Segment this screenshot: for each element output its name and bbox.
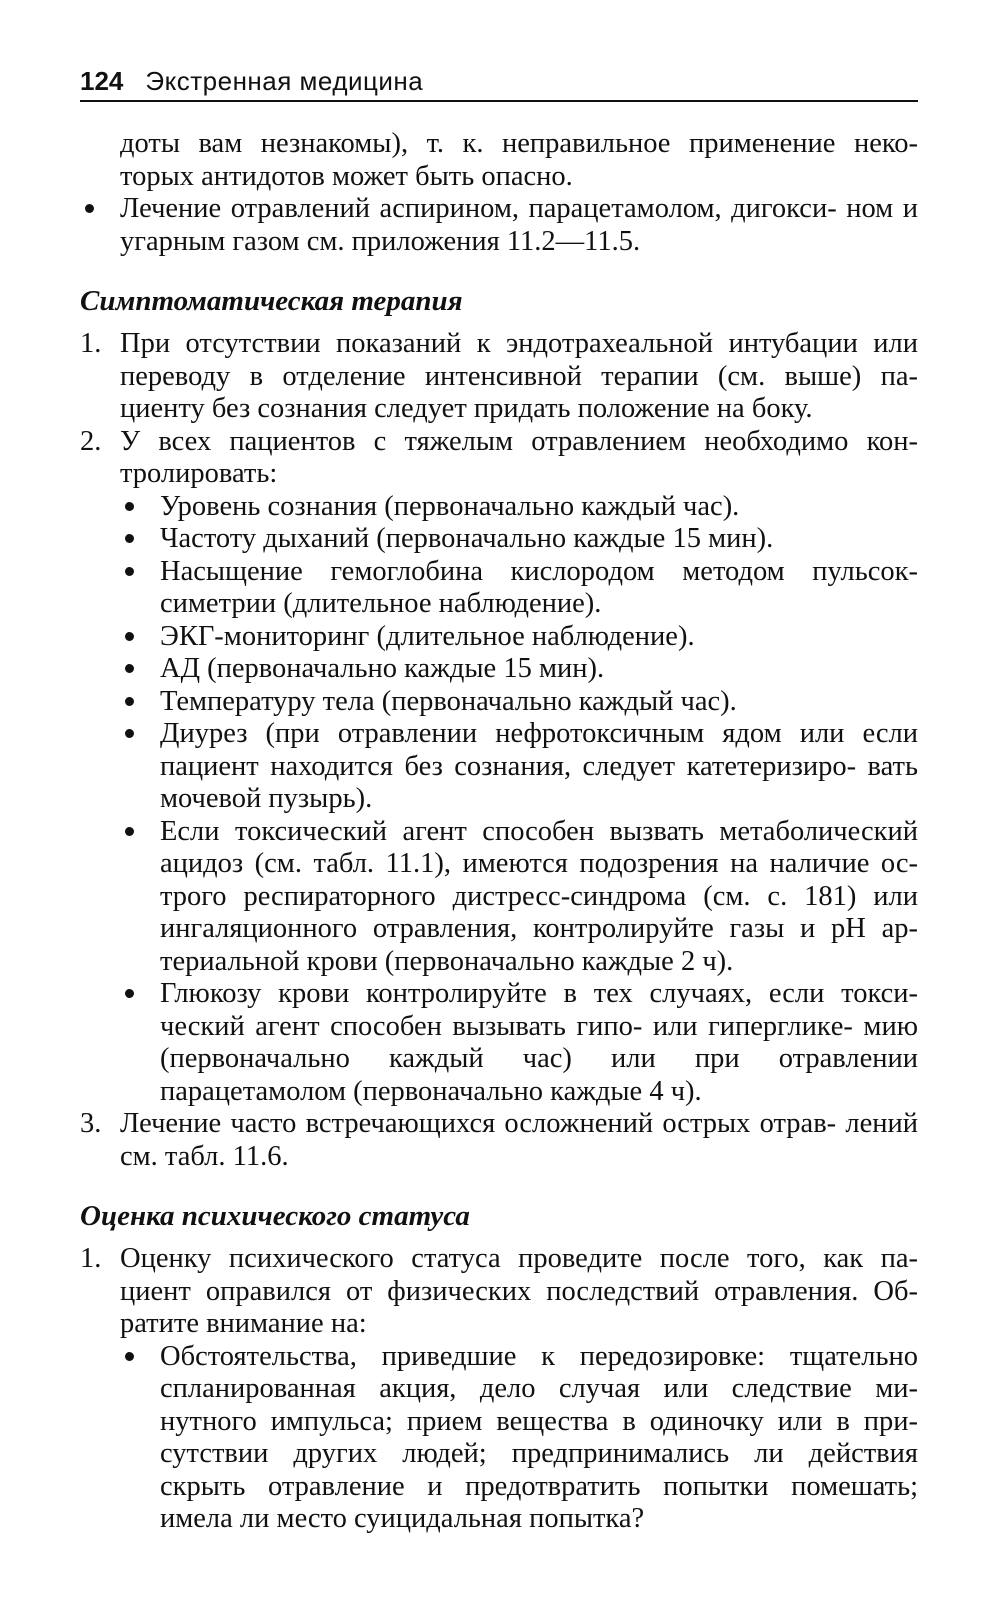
monitor-bullet: [80, 523, 918, 556]
section-heading-symptomatic: Симптоматическая терапия: [80, 285, 463, 317]
numbered-item: [80, 1243, 918, 1341]
bullet-dot-icon: [85, 204, 94, 213]
assessment-bullet: [80, 1341, 918, 1536]
monitor-bullet: [80, 718, 918, 816]
continued-line-2: торых антидотов может быть опасно.: [120, 160, 573, 192]
numbered-item: [80, 1108, 918, 1173]
monitor-bullet: [80, 978, 918, 1108]
bullet-dot-icon: [125, 664, 134, 673]
page-body: [80, 128, 918, 1536]
item-number: 1.: [80, 1243, 102, 1274]
bullet-dot-icon: [125, 534, 134, 543]
item-text: Оценку психического статуса проведите после того, как па- циент оправился от физических последствий отравления. Об- ратите внимание на:: [120, 1243, 918, 1339]
monitor-bullet: [80, 491, 918, 524]
monitor-text: Глюкозу крови контролируйте в тех случаях, если токси- ческий агент способен вызывать гипо- или гипергликe- мию (первоначально каждый час) или при отравлении парацетамолом (первоначально каждые 4 ч).: [160, 978, 918, 1107]
numbered-item: [80, 328, 918, 426]
monitor-bullet: [80, 653, 918, 686]
monitor-text: Температуру тела (первоначально каждый час).: [160, 685, 737, 717]
bullet-dot-icon: [125, 729, 134, 738]
item-number: 3.: [80, 1108, 102, 1139]
monitor-bullet: [80, 686, 918, 719]
monitor-text: Насыщение гемоглобина кислородом методом пульсок- симетрии (длительное наблюдение).: [160, 555, 918, 619]
monitor-text: Диурез (при отравлении нефротоксичным ядом или если пациент находится без сознания, следует катетеризиро- вать мочевой пузырь).: [160, 718, 918, 814]
assessment-text: Обстоятельства, приведшие к передозировке: тщательно спланированная акция, дело случая или следствие ми- нутного импульса; прием вещества в одиночку или в при- сутствии других людей; предпринимались ли действия скрыть отравление и предотвратить попытки помешать; имела ли место суицидальная попытка?: [160, 1340, 918, 1534]
monitor-text: Частоту дыханий (первоначально каждые 15 мин).: [160, 523, 774, 554]
bullet-item: [80, 193, 918, 258]
item-text: Лечение часто встречающихся осложнений острых отрав- лений см. табл. 11.6.: [120, 1108, 918, 1172]
monitor-bullet: [80, 556, 918, 621]
section-heading-mental-status: Оценка психического статуса: [80, 1200, 470, 1232]
bullet-dot-icon: [125, 567, 134, 576]
monitor-bullet: [80, 621, 918, 654]
monitor-text: АД (первоначально каждые 15 мин).: [160, 653, 605, 684]
bullet-dot-icon: [125, 989, 134, 998]
monitor-text: Если токсический агент способен вызвать метаболический ацидоз (см. табл. 11.1), имеются подозрения на наличие ос- трого респираторного дистресс-синдрома (см. с. 181) или ингаляционного отравления, контролируйте газы и pH ар- териальной крови (первоначально каждые 2 ч).: [160, 815, 918, 977]
bullet-dot-icon: [125, 1352, 134, 1361]
continued-paragraph: [80, 128, 918, 193]
item-number: 1.: [80, 328, 102, 359]
monitor-text: ЭКГ-мониторинг (длительное наблюдение).: [160, 620, 695, 652]
item-number: 2.: [80, 425, 102, 457]
bullet-dot-icon: [125, 697, 134, 706]
running-header: [80, 66, 918, 102]
bullet-dot-icon: [125, 632, 134, 641]
monitor-bullet: [80, 816, 918, 979]
item-text: У всех пациентов с тяжелым отравлением необходимо кон- тролировать:: [120, 425, 918, 489]
numbered-item: [80, 426, 918, 491]
item-text: При отсутствии показаний к эндотрахеальной интубации или переводу в отделение интенсивной терапии (см. выше) па- циенту без сознания следует придать положение на боку.: [120, 328, 918, 424]
bullet-text: Лечение отравлений аспирином, парацетамолом, дигокси- ном и угарным газом см. приложения 11.2—11.5.: [120, 193, 918, 257]
running-title: Экстренная медицина: [145, 66, 424, 96]
bullet-dot-icon: [125, 502, 134, 511]
continued-line-1: доты вам незнакомы), т. к. неправильное применение неко-: [120, 128, 918, 159]
bullet-dot-icon: [125, 827, 134, 836]
page-number: 124: [80, 66, 124, 96]
monitor-text: Уровень сознания (первоначально каждый час).: [160, 490, 740, 522]
